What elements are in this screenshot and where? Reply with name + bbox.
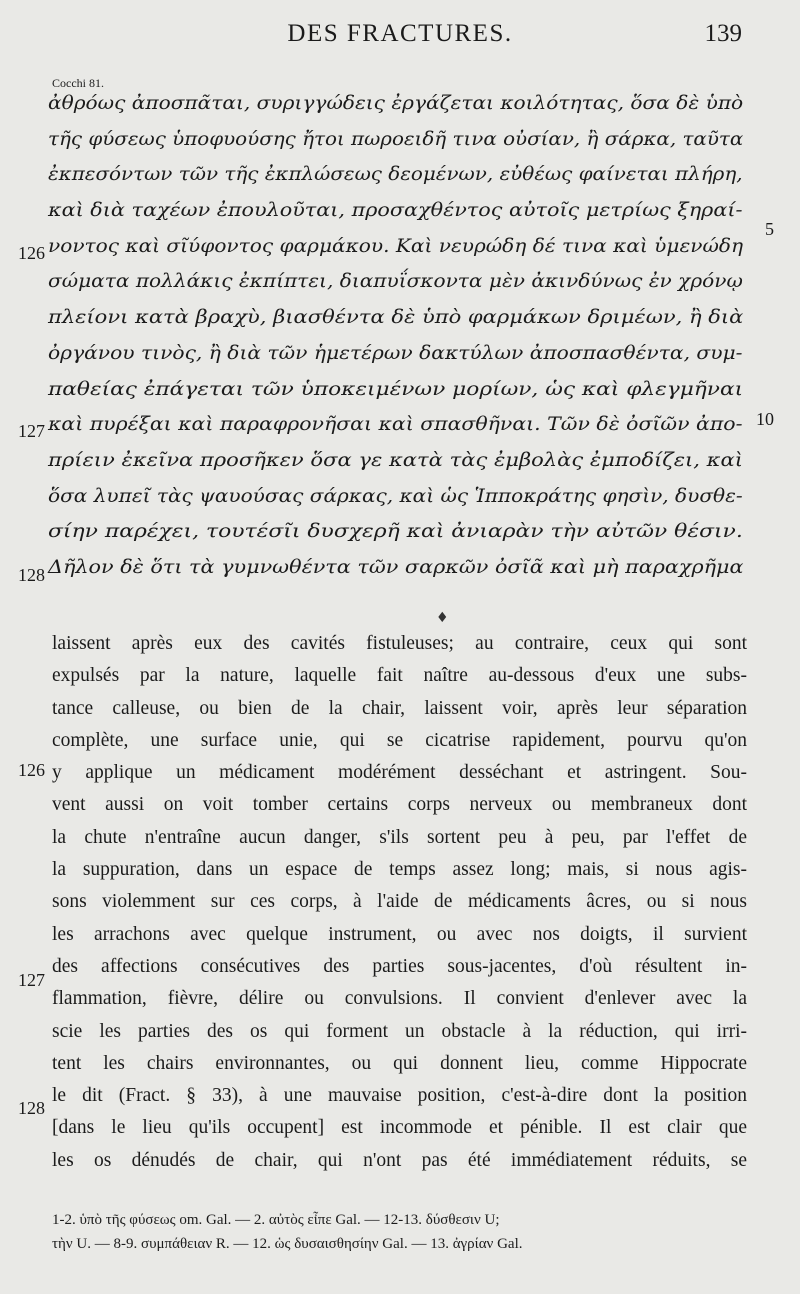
french-line: complète, une surface unie, qui se cicatrise rapidement, pourvu qu'on xyxy=(52,729,747,751)
french-line: flammation, fièvre, délire ou convulsions. Il convient d'enlever avec la xyxy=(52,988,747,1010)
running-header xyxy=(0,18,800,54)
greek-line: ὀργάνου τινὸς, ἢ διὰ τῶν ἡμετέρων δακτύλων ἀποσπασθέντα, συμ- xyxy=(48,341,743,364)
french-line: la suppuration, dans un espace de temps assez long; mais, si nous agis- xyxy=(52,859,747,881)
french-line: [dans le lieu qu'ils occupent] est incommode et pénible. Il est clair que xyxy=(52,1117,747,1139)
note-line: 1-2. ὑπὸ τῆς φύσεως om. Gal. — 2. αὐτὸς εἶπε Gal. — 12-13. δύσθεσιν U; xyxy=(52,1212,500,1228)
french-line: le dit (Fract. § 33), à une mauvaise position, c'est-à-dire dont la position xyxy=(52,1085,747,1107)
greek-line: ἐκπεσόντων τῶν τῆς ἐκπλώσεως δεομένων, εὐθέως φαίνεται πλήρη, xyxy=(48,163,743,186)
greek-line: παθείας ἐπάγεται τῶν ὑποκειμένων μορίων, ὡς καὶ φλεγμῆναι xyxy=(48,377,744,400)
french-line: des affections consécutives des parties sous-jacentes, d'où résultent in- xyxy=(52,955,747,977)
french-line: sons violemment sur ces corps, à l'aide de médicaments âcres, ou si nous xyxy=(52,891,747,913)
french-line: les os dénudés de chair, qui n'ont pas été immédiatement réduits, se xyxy=(52,1149,747,1171)
french-line: expulsés par la nature, laquelle fait naître au-dessous d'eux une subs- xyxy=(52,665,747,687)
greek-line: ἀθρόως ἀποσπᾶται, συριγγώδεις ἐργάζεται κοιλότητας, ὅσα δὲ ὑπὸ xyxy=(48,92,744,114)
french-line: y applique un médicament modérément desséchant et astringent. Sou- xyxy=(52,762,747,784)
greek-line: σώματα πολλάκις ἐκπίπτει, διαπυΐσκοντα μὲν ἀκινδύνως ἐν χρόνῳ xyxy=(48,270,743,293)
greek-line: πλείονι κατὰ βραχὺ, βιασθέντα δὲ ὑπὸ φαρμάκων δριμέων, ἢ διὰ xyxy=(48,306,744,329)
running-title: DES FRACTURES. xyxy=(287,20,513,47)
greek-line-number: 10 xyxy=(756,409,774,429)
greek-margin-number: 127 xyxy=(18,421,45,441)
greek-line-number: 5 xyxy=(765,219,774,239)
french-translation-block xyxy=(52,628,747,1177)
greek-margin-number: 126 xyxy=(18,243,45,263)
greek-line: Δῆλον δὲ ὅτι τὰ γυμνωθέντα τῶν σαρκῶν ὀσῖᾶ καὶ μὴ παραχρῆμα xyxy=(48,555,744,578)
side-note-reference: Cocchi 81. xyxy=(52,76,104,90)
greek-line: νοντος καὶ σῖύφοντος φαρμάκου. Καὶ νευρώδη δέ τινα καὶ ὑμενώδη xyxy=(48,234,743,257)
note-line: τὴν U. — 8-9. συμπάθειαν R. — 12. ὡς δυσαισθησίην Gal. — 13. ἀγρίαν Gal. xyxy=(52,1236,523,1252)
french-margin-number: 128 xyxy=(18,1098,45,1118)
separator-mark: ♦ xyxy=(436,610,449,626)
greek-line: πρίειν ἐκεῖνα προσῆκεν ὅσα γε κατὰ τὰς ἐμβολὰς ἐμποδίζει, καὶ xyxy=(48,448,743,471)
greek-text-block xyxy=(48,78,748,586)
greek-line: ὅσα λυπεῖ τὰς ψαυούσας σάρκας, καὶ ὡς Ἱπποκράτης φησὶν, δυσθε- xyxy=(48,484,743,507)
greek-line: καὶ πυρέξαι καὶ παραφρονῆσαι καὶ σπασθῆναι. Τῶν δὲ ὀσῖῶν ἀπο- xyxy=(48,413,743,436)
french-line: tent les chairs environnantes, ou qui donnent lieu, comme Hippocrate xyxy=(52,1052,747,1074)
greek-line: τῆς φύσεως ὑποφυούσης ἤτοι πωροειδῆ τινα οὐσίαν, ἢ σάρκα, ταῦτα xyxy=(48,127,744,150)
french-line: scie les parties des os qui forment un obstacle à la réduction, qui irri- xyxy=(52,1020,747,1042)
french-line: les arrachons avec quelque instrument, ou avec nos doigts, il survient xyxy=(52,923,747,945)
french-line: laissent après eux des cavités fistuleuses; au contraire, ceux qui sont xyxy=(52,633,747,654)
greek-margin-number: 128 xyxy=(18,565,45,585)
greek-line: σίην παρέχει, τουτέσῖι δυσχερῆ καὶ ἀνιαρὰν τὴν αὐτῶν θέσιν. xyxy=(48,520,743,543)
page-number: 139 xyxy=(704,20,742,47)
french-line: tance calleuse, ou bien de la chair, laissent voir, après leur séparation xyxy=(52,697,747,719)
greek-line: καὶ διὰ ταχέων ἐπουλοῦται, προσαχθέντος αὐτοῖς μετρίως ξηραί- xyxy=(48,199,743,222)
french-line: la chute n'entraîne aucun danger, s'ils sortent peu à peu, par l'effet de xyxy=(52,826,747,848)
french-margin-number: 126 xyxy=(18,760,45,780)
french-line: vent aussi on voit tomber certains corps nerveux ou membraneux dont xyxy=(52,794,747,816)
critical-apparatus xyxy=(52,1208,752,1256)
french-margin-number: 127 xyxy=(18,970,45,990)
